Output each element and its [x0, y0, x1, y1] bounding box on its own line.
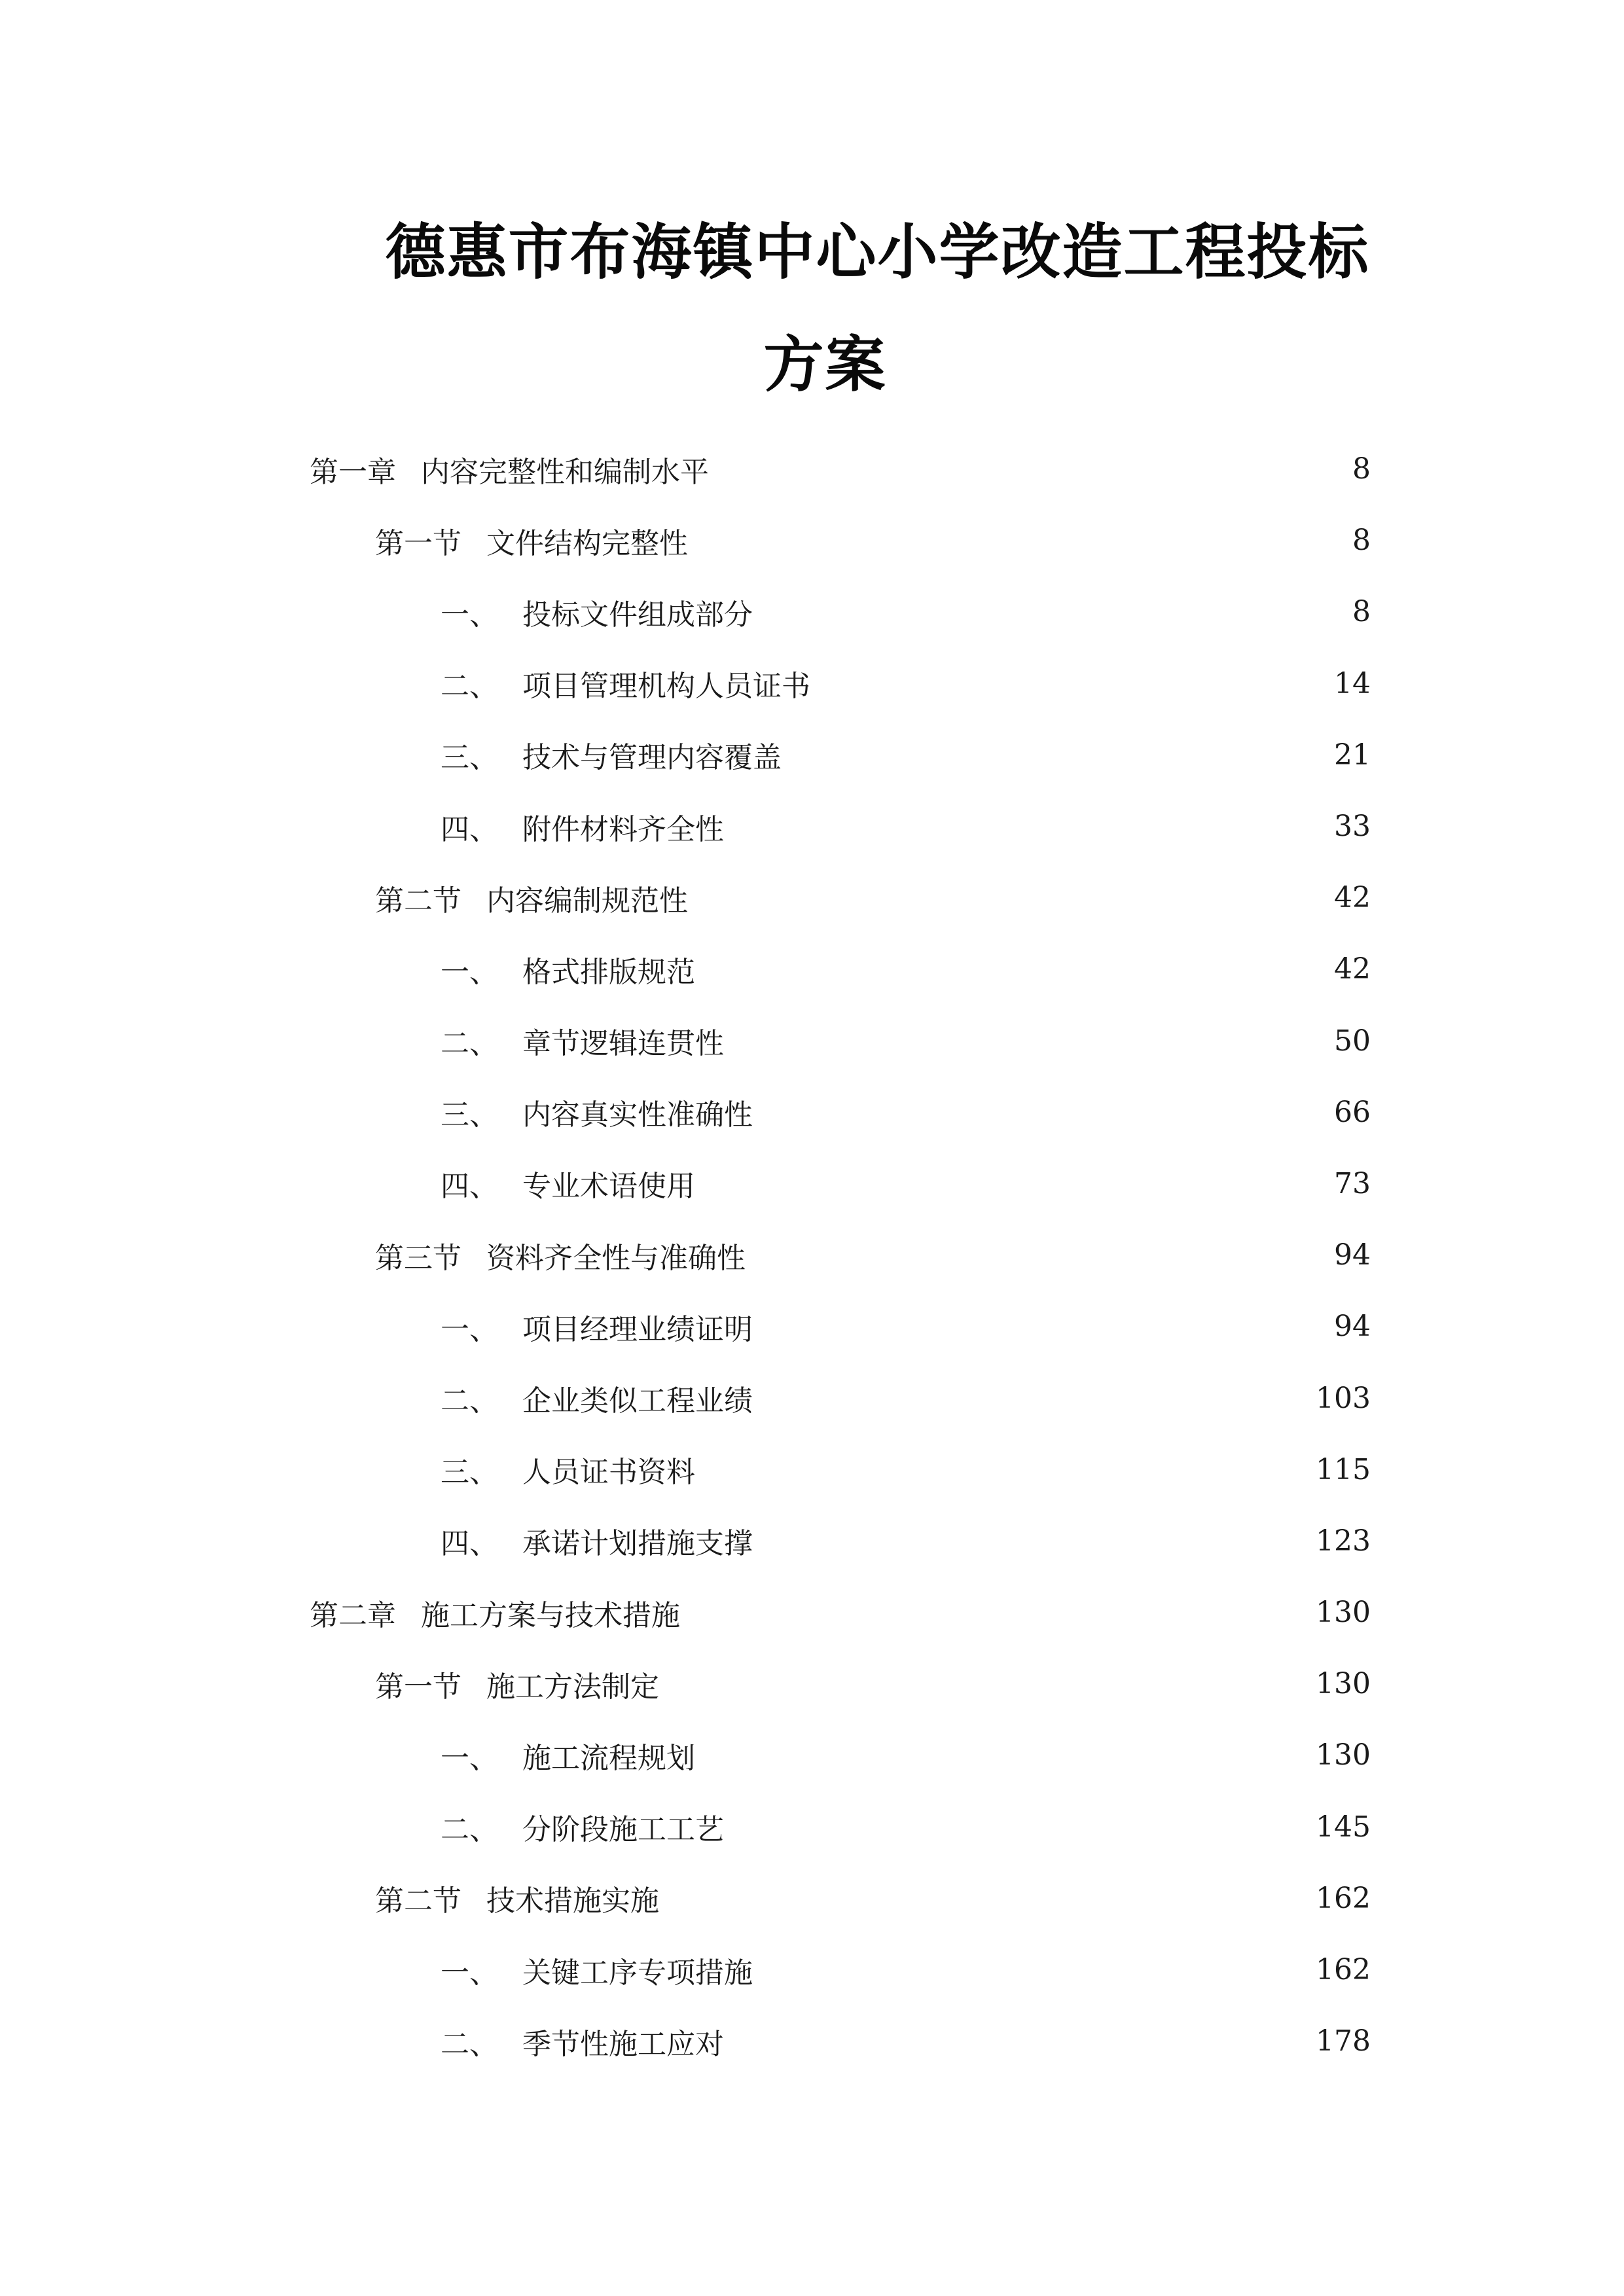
- toc-entry-page: 123: [1316, 1524, 1371, 1558]
- toc-entry[interactable]: [0, 1291, 1624, 1362]
- toc-entry-label: 专业术语使用: [522, 1170, 695, 1204]
- toc-entry-page: 33: [1334, 810, 1371, 844]
- toc-entry-page: 73: [1334, 1166, 1371, 1200]
- toc-entry-page: 130: [1316, 1596, 1371, 1630]
- toc-entry[interactable]: [0, 1719, 1624, 1791]
- toc-entry-label: 内容完整性和编制水平: [421, 455, 709, 489]
- toc-entry-label: 项目管理机构人员证书: [522, 670, 810, 704]
- toc-entry-number: 二、: [441, 2027, 498, 2061]
- dot-leader: [668, 1884, 1307, 1912]
- toc-entry-number: 二、: [441, 670, 498, 704]
- toc-entry-number: 第一节: [375, 1670, 461, 1704]
- toc-entry-label: 技术措施实施: [486, 1884, 659, 1918]
- toc-entry-label: 季节性施工应对: [522, 2027, 724, 2061]
- dot-leader: [762, 1526, 1307, 1555]
- toc-entry[interactable]: [0, 1577, 1624, 1648]
- table-of-contents: [0, 433, 1624, 2077]
- toc-entry[interactable]: [0, 1077, 1624, 1148]
- toc-entry-page: 42: [1334, 952, 1371, 986]
- toc-entry-number: 一、: [441, 1956, 498, 1990]
- toc-entry-number: 四、: [441, 1170, 498, 1204]
- toc-entry-number: 二、: [441, 1813, 498, 1847]
- toc-entry[interactable]: [0, 1219, 1624, 1291]
- dot-leader: [689, 1598, 1307, 1627]
- toc-entry-number: 一、: [441, 955, 498, 989]
- toc-entry-page: 162: [1316, 1881, 1371, 1915]
- toc-entry-number: 第一章: [310, 455, 396, 489]
- toc-entry-label: 技术与管理内容覆盖: [522, 741, 782, 775]
- title-line-2: 方案: [763, 330, 887, 400]
- toc-entry-label: 分阶段施工工艺: [522, 1813, 724, 1847]
- toc-entry-page: 42: [1334, 881, 1371, 915]
- toc-entry-page: 8: [1352, 595, 1371, 629]
- dot-leader: [762, 1312, 1325, 1341]
- toc-entry[interactable]: [0, 433, 1624, 505]
- dot-leader: [762, 1956, 1307, 1984]
- toc-entry-number: 三、: [441, 1456, 498, 1490]
- dot-leader: [755, 1241, 1325, 1270]
- toc-entry[interactable]: [0, 933, 1624, 1005]
- dot-leader: [704, 955, 1325, 984]
- toc-entry-number: 第二节: [375, 1884, 461, 1918]
- toc-entry-label: 附件材料齐全性: [522, 812, 724, 846]
- dot-leader: [791, 740, 1325, 769]
- toc-entry[interactable]: [0, 505, 1624, 576]
- toc-entry[interactable]: [0, 862, 1624, 933]
- toc-entry-label: 投标文件组成部分: [522, 598, 753, 632]
- toc-entry-number: 二、: [441, 1384, 498, 1418]
- toc-entry-label: 承诺计划措施支撑: [522, 1527, 753, 1561]
- toc-entry-number: 第二节: [375, 884, 461, 918]
- dot-leader: [697, 526, 1335, 555]
- toc-entry-label: 章节逻辑连贯性: [522, 1027, 724, 1061]
- toc-entry-page: 66: [1334, 1095, 1371, 1129]
- toc-entry-number: 三、: [441, 1098, 498, 1132]
- toc-entry-label: 内容真实性准确性: [522, 1098, 753, 1132]
- toc-entry-label: 人员证书资料: [522, 1456, 695, 1490]
- toc-entry-page: 145: [1316, 1810, 1371, 1844]
- dot-leader: [762, 598, 1335, 626]
- toc-entry[interactable]: [0, 1148, 1624, 1219]
- toc-entry-number: 一、: [441, 1312, 498, 1346]
- toc-entry-label: 施工方案与技术措施: [421, 1598, 680, 1632]
- toc-entry-label: 项目经理业绩证明: [522, 1312, 753, 1346]
- toc-entry-label: 内容编制规范性: [486, 884, 688, 918]
- toc-entry-page: 130: [1316, 1738, 1371, 1772]
- document-title: [0, 196, 1624, 422]
- toc-entry-label: 关键工序专项措施: [522, 1956, 753, 1990]
- toc-entry[interactable]: [0, 1863, 1624, 1934]
- toc-entry-number: 一、: [441, 598, 498, 632]
- toc-entry[interactable]: [0, 1362, 1624, 1433]
- toc-entry-label: 文件结构完整性: [486, 526, 688, 560]
- toc-entry-page: 115: [1316, 1452, 1371, 1486]
- toc-entry-page: 94: [1334, 1310, 1371, 1344]
- toc-entry-label: 企业类似工程业绩: [522, 1384, 753, 1418]
- toc-entry-number: 三、: [441, 741, 498, 775]
- toc-entry-number: 四、: [441, 1527, 498, 1561]
- dot-leader: [704, 1169, 1325, 1198]
- dot-leader: [762, 1098, 1325, 1126]
- toc-entry-page: 178: [1316, 2024, 1371, 2058]
- dot-leader: [733, 1026, 1325, 1055]
- dot-leader: [733, 1812, 1307, 1841]
- dot-leader: [697, 884, 1325, 912]
- toc-entry[interactable]: [0, 1005, 1624, 1077]
- dot-leader: [704, 1455, 1307, 1484]
- toc-entry[interactable]: [0, 1934, 1624, 2005]
- toc-entry[interactable]: [0, 2005, 1624, 2077]
- toc-entry-page: 8: [1352, 452, 1371, 486]
- toc-entry-page: 130: [1316, 1667, 1371, 1701]
- dot-leader: [733, 812, 1325, 841]
- dot-leader: [762, 1384, 1307, 1412]
- dot-leader: [668, 1670, 1307, 1698]
- toc-entry-page: 162: [1316, 1953, 1371, 1987]
- dot-leader: [704, 1741, 1307, 1770]
- toc-entry-label: 施工流程规划: [522, 1741, 695, 1775]
- toc-entry-number: 一、: [441, 1741, 498, 1775]
- dot-leader: [733, 2027, 1307, 2056]
- toc-entry-page: 8: [1352, 524, 1371, 558]
- toc-entry-number: 第一节: [375, 526, 461, 560]
- toc-entry-number: 第三节: [375, 1241, 461, 1275]
- toc-entry-number: 四、: [441, 812, 498, 846]
- toc-entry[interactable]: [0, 1791, 1624, 1863]
- toc-entry-page: 103: [1316, 1381, 1371, 1415]
- toc-entry[interactable]: [0, 1648, 1624, 1719]
- toc-entry-number: 第二章: [310, 1598, 396, 1632]
- toc-entry-page: 14: [1334, 666, 1371, 700]
- toc-entry-page: 94: [1334, 1238, 1371, 1272]
- dot-leader: [718, 455, 1335, 484]
- dot-leader: [820, 669, 1325, 698]
- toc-entry[interactable]: [0, 719, 1624, 791]
- toc-entry-label: 格式排版规范: [522, 955, 695, 989]
- toc-entry-page: 50: [1334, 1024, 1371, 1058]
- toc-entry-label: 施工方法制定: [486, 1670, 659, 1704]
- toc-entry[interactable]: [0, 791, 1624, 862]
- toc-entry[interactable]: [0, 648, 1624, 719]
- toc-entry-number: 二、: [441, 1027, 498, 1061]
- title-line-1: 德惠市布海镇中心小学改造工程投标: [385, 217, 1370, 287]
- toc-entry[interactable]: [0, 576, 1624, 647]
- toc-entry-page: 21: [1334, 738, 1371, 772]
- toc-entry[interactable]: [0, 1434, 1624, 1505]
- toc-entry[interactable]: [0, 1505, 1624, 1577]
- toc-entry-label: 资料齐全性与准确性: [486, 1241, 746, 1275]
